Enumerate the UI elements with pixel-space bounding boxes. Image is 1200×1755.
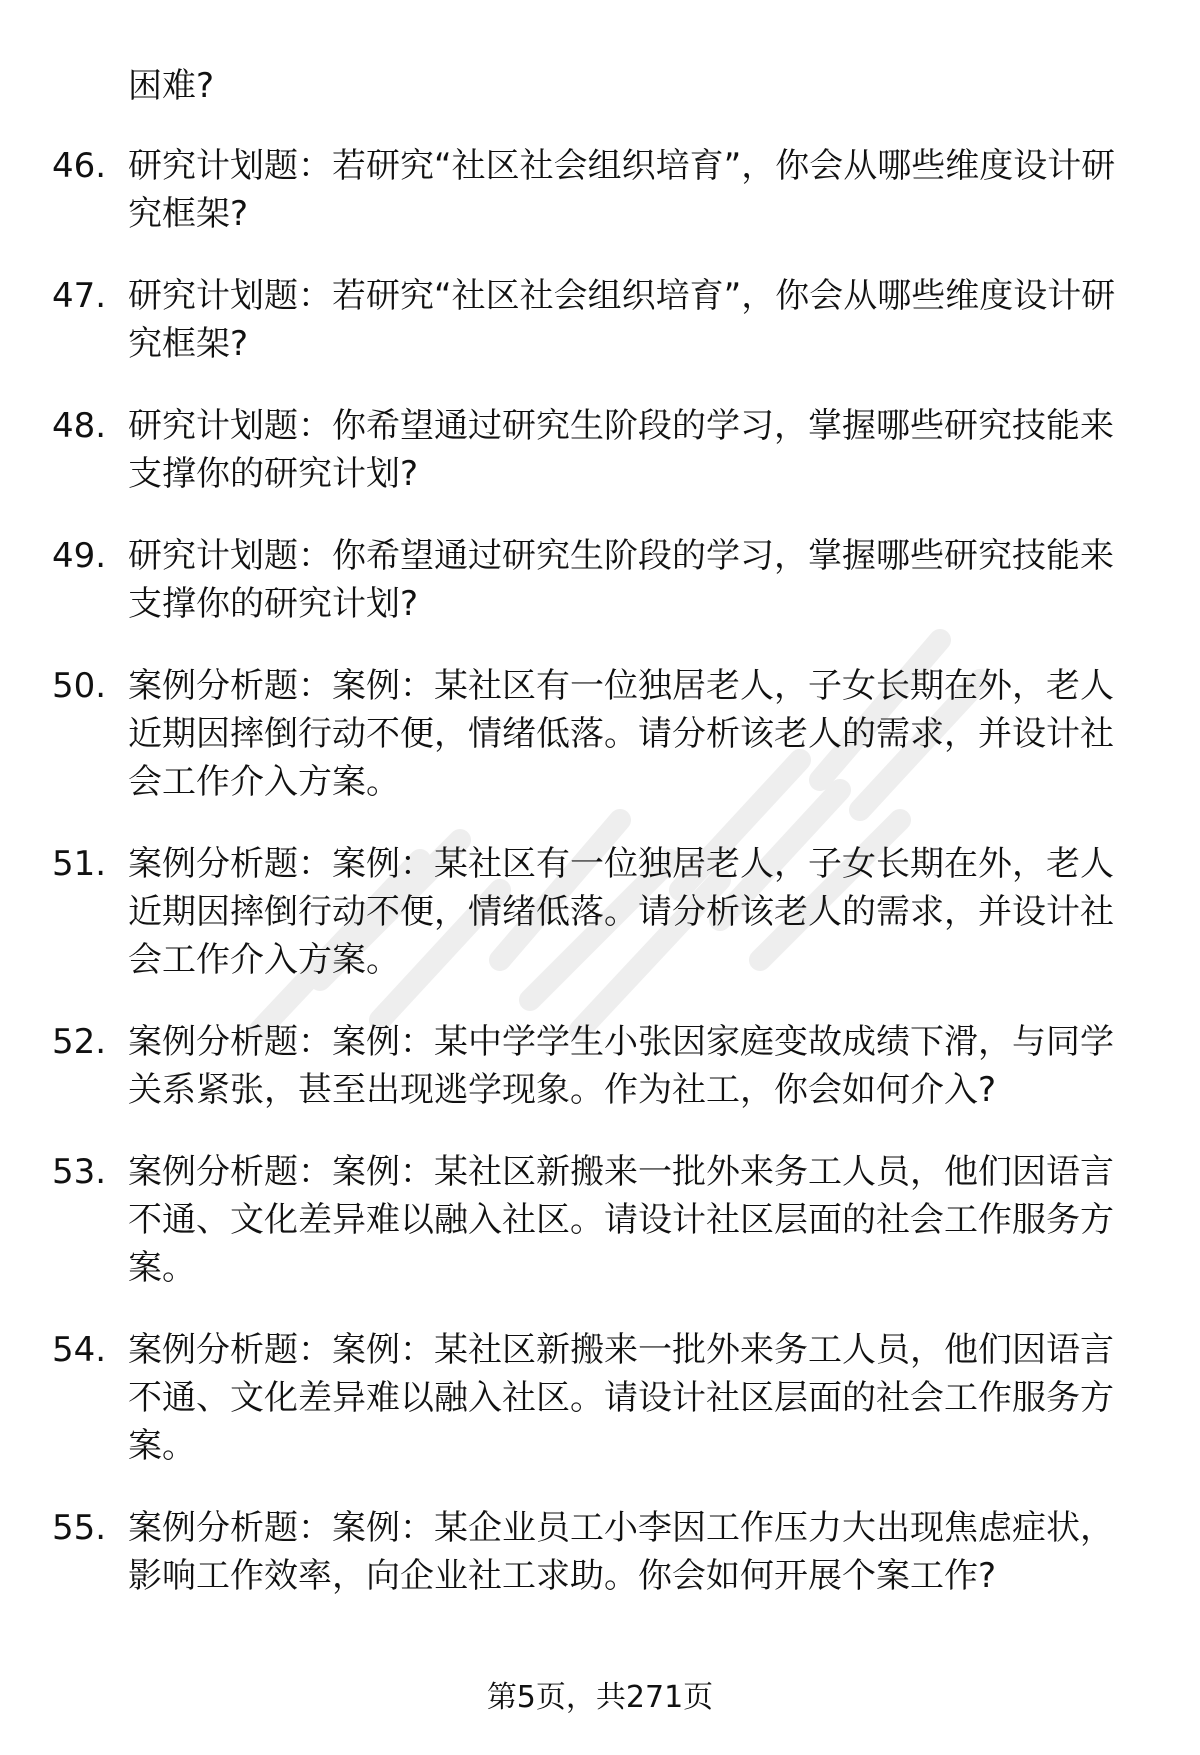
list-item [0,1504,1200,1600]
question-number: 48. [52,406,107,446]
list-item [0,272,1200,368]
question-number: 53. [52,1152,107,1192]
question-text: 案例分析题：案例：某社区新搬来一批外来务工人员，他们因语言不通、文化差异难以融入社区。请设计社区层面的社会工作服务方案。 [128,1330,1114,1466]
list-item [0,1326,1200,1470]
question-number: 47. [52,276,107,316]
question-text: 案例分析题：案例：某企业员工小李因工作压力大出现焦虑症状，影响工作效率，向企业社工求助。你会如何开展个案工作? [128,1508,1114,1596]
continuation-text: 困难? [128,66,215,106]
question-text: 研究计划题：你希望通过研究生阶段的学习，掌握哪些研究技能来支撑你的研究计划? [128,536,1114,624]
question-number: 54. [52,1330,107,1370]
list-item [0,1148,1200,1292]
question-number: 50. [52,666,107,706]
list-item [0,142,1200,238]
list-item [0,532,1200,628]
question-list [0,142,1200,1634]
question-text: 案例分析题：案例：某社区有一位独居老人，子女长期在外，老人近期因摔倒行动不便，情绪低落。请分析该老人的需求，并设计社会工作介入方案。 [128,666,1114,802]
question-text: 案例分析题：案例：某社区有一位独居老人，子女长期在外，老人近期因摔倒行动不便，情绪低落。请分析该老人的需求，并设计社会工作介入方案。 [128,844,1114,980]
question-number: 55. [52,1508,107,1548]
question-number: 46. [52,146,107,186]
list-item [0,402,1200,498]
list-item [0,662,1200,806]
question-text: 研究计划题：若研究“社区社会组织培育”，你会从哪些维度设计研究框架? [128,146,1116,234]
list-item [0,1018,1200,1114]
question-number: 51. [52,844,107,884]
question-text: 研究计划题：你希望通过研究生阶段的学习，掌握哪些研究技能来支撑你的研究计划? [128,406,1114,494]
question-text: 研究计划题：若研究“社区社会组织培育”，你会从哪些维度设计研究框架? [128,276,1116,364]
question-text: 案例分析题：案例：某中学学生小张因家庭变故成绩下滑，与同学关系紧张，甚至出现逃学现象。作为社工，你会如何介入? [128,1022,1114,1110]
question-text: 案例分析题：案例：某社区新搬来一批外来务工人员，他们因语言不通、文化差异难以融入社区。请设计社区层面的社会工作服务方案。 [128,1152,1114,1288]
page-footer: 第5页，共271页 [486,1680,714,1715]
question-number: 52. [52,1022,107,1062]
list-item [0,840,1200,984]
question-number: 49. [52,536,107,576]
